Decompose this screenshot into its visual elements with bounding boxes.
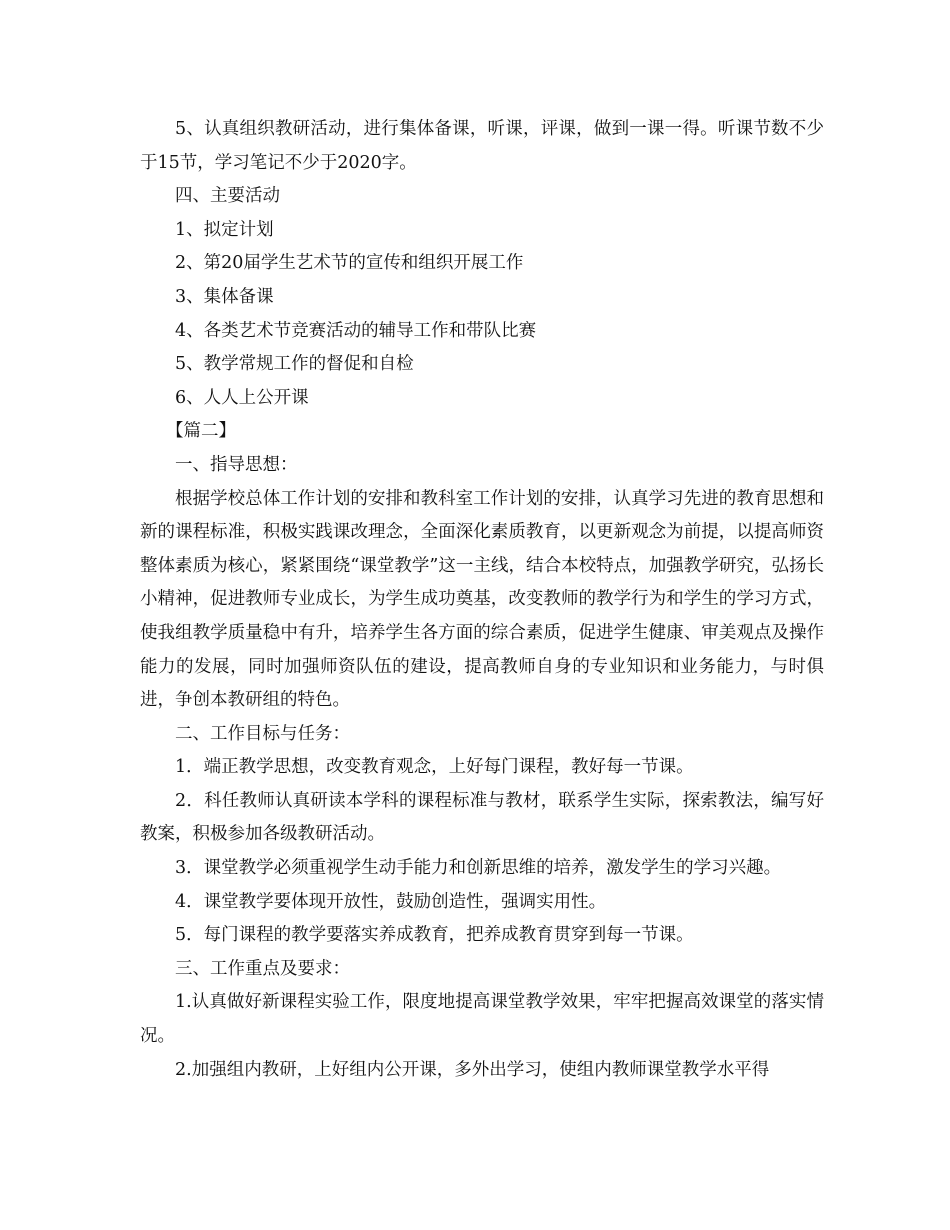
part-heading-part-two: 【篇二】 [166, 421, 236, 442]
list-item: 1.认真做好新课程实验工作，限度地提高课堂教学效果，牢牢把握高效课堂的落实情况。 [140, 992, 824, 1047]
section-heading-main-activities: 四、主要活动 [175, 186, 280, 207]
paragraph-guiding-ideology: 根据学校总体工作计划的安排和教科室工作计划的安排，认真学习先进的教育思想和新的课程标准，积极实践课改理念，全面深化素质教育，以更新观念为前提，以提高师资整体素质为核心，紧紧围绕“课堂教学”这一主线，结合本校特点，加强教学研究，弘扬长小精神，促进教师专业成长，为学生成功奠基，改变教师的教学行为和学生的学习方式，使我组教学质量稳中有升，培养学生各方面的综合素质，促进学生健康、审美观点及操作能力的发展，同时加强师资队伍的建设，提高教师自身的专业知识和业务能力，与时俱进，争创本教研组的特色。 [140, 488, 824, 711]
list-item: 5．每门课程的教学要落实养成教育，把养成教育贯穿到每一节课。 [175, 925, 694, 946]
list-item: 5、教学常规工作的督促和自检 [175, 354, 414, 375]
list-item: 2．科任教师认真研读本学科的课程标准与教材，联系学生实际，探索教法，编写好教案，积极参加各级教研活动。 [140, 790, 824, 845]
list-item: 1．端正教学思想，改变教育观念，上好每门课程，教好每一节课。 [175, 757, 694, 778]
list-item: 2、第20届学生艺术节的宣传和组织开展工作 [175, 253, 524, 274]
list-item: 2.加强组内教研，上好组内公开课，多外出学习，使组内教师课堂教学水平得 [175, 1059, 770, 1080]
list-item: 1、拟定计划 [175, 219, 274, 240]
section-heading-work-focus: 三、工作重点及要求： [175, 958, 350, 979]
section-heading-goals-tasks: 二、工作目标与任务： [175, 723, 350, 744]
paragraph-item-5-teaching-research: 5、认真组织教研活动，进行集体备课，听课，评课，做到一课一得。听课节数不少于15节，学习笔记不少于2020字。 [140, 119, 824, 173]
document-body [140, 113, 824, 1087]
list-item: 4、各类艺术节竞赛活动的辅导工作和带队比赛 [175, 320, 537, 341]
section-heading-guiding-ideology: 一、指导思想： [175, 454, 298, 475]
list-item: 3、集体备课 [175, 286, 274, 307]
list-item: 4．课堂教学要体现开放性，鼓励创造性，强调实用性。 [175, 891, 607, 912]
list-item: 3．课堂教学必须重视学生动手能力和创新思维的培养，激发学生的学习兴趣。 [175, 858, 782, 879]
list-item: 6、人人上公开课 [175, 387, 309, 408]
